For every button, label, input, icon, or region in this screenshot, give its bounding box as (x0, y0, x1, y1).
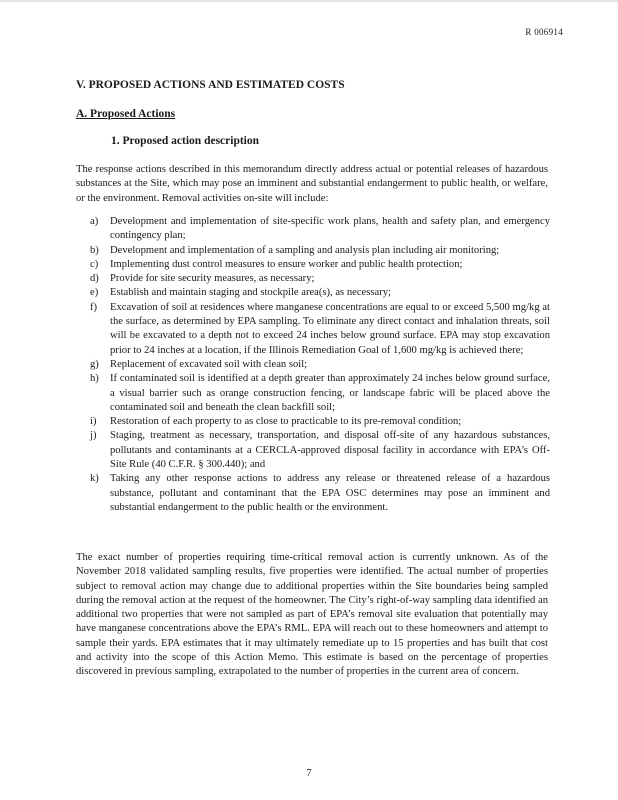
list-item-label: e) (90, 287, 99, 299)
list-item (90, 272, 550, 286)
list-item-text: Implementing dust control measures to ensure worker and public health protection; (110, 258, 463, 270)
list-item (90, 472, 550, 515)
list-item-text: Replacement of excavated soil with clean soil; (110, 358, 308, 370)
list-item-label: f) (90, 301, 98, 313)
list-item (90, 244, 550, 258)
list-item (90, 429, 550, 472)
list-item-label: d) (90, 273, 99, 285)
document-id: R 006914 (525, 27, 563, 37)
closing-paragraph: The exact number of properties requiring time-critical removal action is currently unknown. As of the November 2018 validated sampling results, five properties were identified. The actual number of properties subject to removal action may change due to additional properties within the Site boundaries being sampled during the removal action at the request of the homeowner. The City’s right-of-way sampling data identified an additional two properties that were not sampled as part of EPA’s removal site evaluation that potentially may have manganese concentrations above the EPA’s RML. EPA will reach out to these homeowners and attempt to sample their yards. EPA estimates that it may ultimately remediate up to 15 properties and has built that cost and activity into the scope of this Action Memo. This estimate is based on the percentage of properties discovered in previous sampling, extrapolated to the number of properties in the current area of concern. (76, 552, 548, 678)
list-item (90, 215, 550, 244)
list-item-text: Restoration of each property to as close to practicable to its pre-removal condition; (110, 416, 462, 428)
list-item-text: Development and implementation of site-specific work plans, health and safety plan, and emergency contingency plan; (110, 216, 550, 242)
list-item-label: b) (90, 244, 99, 256)
list-item (90, 358, 550, 372)
list-item-text: Provide for site security measures, as necessary; (110, 273, 315, 285)
list-item-label: k) (90, 473, 99, 485)
intro-paragraph: The response actions described in this memorandum directly address actual or potential releases of hazardous substances at the Site, which may pose an imminent and substantial endangerment to public health, or welfare, or the environment. Removal activities on-site will include: (76, 164, 548, 204)
section-title: V. PROPOSED ACTIONS AND ESTIMATED COSTS (76, 79, 345, 91)
list-item-text: Establish and maintain staging and stockpile area(s), as necessary; (110, 287, 391, 299)
list-item-text: Taking any other response actions to address any release or threatened release of a hazardous substance, pollutant and contaminant that the EPA OSC determines may pose an imminent and substantial endangerment to the public health or the environment. (110, 473, 550, 513)
item-title: 1. Proposed action description (111, 135, 260, 147)
list-item-label: c) (90, 258, 99, 270)
list-item-label: a) (90, 216, 99, 227)
list-item-text: Excavation of soil at residences where manganese concentrations are equal to or exceed 5,500 mg/kg at the surface, as determined by EPA sampling. To eliminate any direct contact and inhalation threats, soil will be excavated to a depth not to exceed 24 inches below ground surface. EPA may stop excavation prior to 24 inches at a location, if the Illinois Remediation Goal of 1,600 mg/kg is achieved there; (110, 301, 550, 356)
list-item-text: Staging, treatment as necessary, transportation, and disposal off-site of any hazardous substances, pollutants and contaminants at a CERCLA-approved disposal facility in accordance with EPA’s Off-Site Rule (40 C.F.R. § 300.440); and (110, 430, 550, 471)
list-item (90, 415, 550, 429)
scan-edge-divider (0, 0, 618, 2)
list-item-label: h) (90, 373, 99, 385)
list-item-label: j) (90, 430, 97, 442)
list-item (90, 258, 550, 272)
list-item-label: g) (90, 358, 99, 370)
list-item-label: i) (90, 416, 97, 428)
list-item-text: If contaminated soil is identified at a depth greater than approximately 24 inches below ground surface, a visual barrier such as orange construction fencing, or landscape fabric will be placed above the contaminated soil and beneath the clean backfill soil; (110, 373, 550, 413)
page-number: 7 (306, 768, 312, 779)
list-item (90, 301, 550, 358)
subsection-title: A. Proposed Actions (76, 108, 176, 120)
list-item (90, 372, 550, 415)
list-item (90, 286, 550, 300)
list-item-text: Development and implementation of a sampling and analysis plan including air monitoring; (110, 244, 500, 256)
proposed-actions-list (90, 215, 550, 515)
